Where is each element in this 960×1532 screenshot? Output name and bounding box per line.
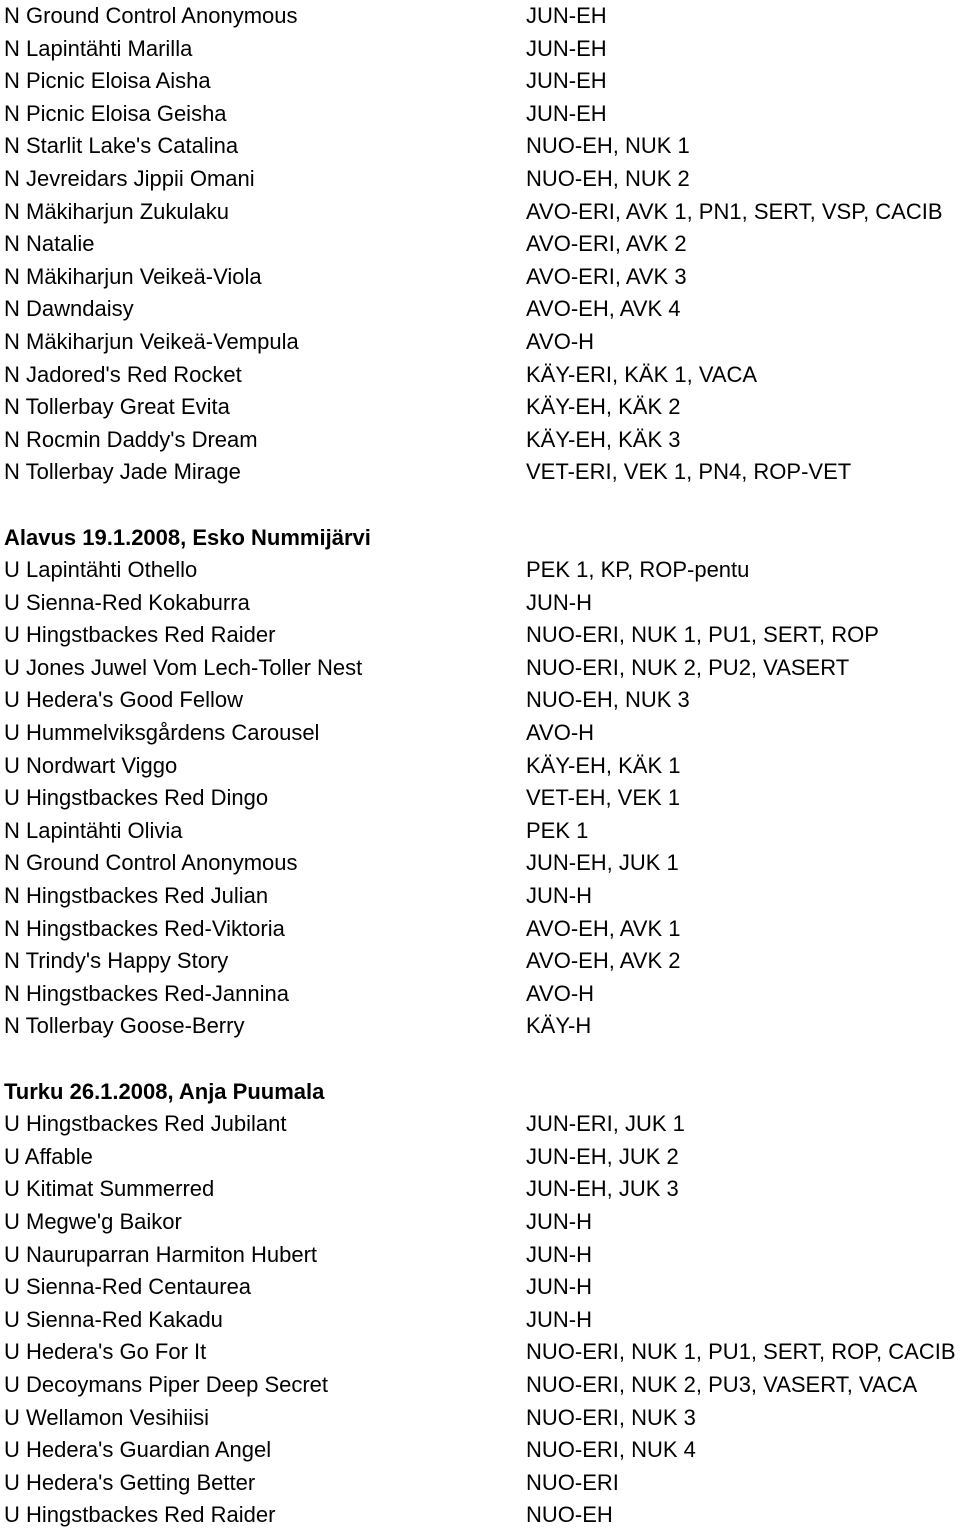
- dog-result: NUO-ERI, NUK 2, PU2, VASERT: [526, 654, 850, 680]
- dog-result: NUO-EH, NUK 2: [526, 165, 690, 191]
- dog-name: U Affable: [4, 1143, 93, 1169]
- dog-name: N Mäkiharjun Veikeä-Viola: [4, 263, 262, 289]
- dog-name: N Lapintähti Olivia: [4, 817, 183, 843]
- show-section: [0, 1043, 960, 1532]
- dog-result: JUN-H: [526, 1208, 592, 1234]
- result-row: [0, 1336, 960, 1369]
- dog-result: JUN-H: [526, 1306, 592, 1332]
- dog-name: U Nordwart Viggo: [4, 752, 178, 778]
- dog-name: N Mäkiharjun Veikeä-Vempula: [4, 328, 299, 354]
- result-row: [0, 1467, 960, 1500]
- dog-result: JUN-H: [526, 1274, 592, 1300]
- result-row: [0, 1271, 960, 1304]
- dog-result: JUN-EH, JUK 2: [526, 1143, 679, 1169]
- dog-name: U Hummelviksgårdens Carousel: [4, 720, 320, 746]
- dog-name: N Tollerbay Great Evita: [4, 394, 230, 420]
- dog-result: NUO-ERI, NUK 2, PU3, VASERT, VACA: [526, 1371, 918, 1397]
- dog-name: U Hingstbackes Red Dingo: [4, 785, 269, 811]
- result-row: [0, 98, 960, 131]
- dog-name: N Jevreidars Jippii Omani: [4, 165, 255, 191]
- show-section: [0, 0, 960, 489]
- result-row: [0, 359, 960, 392]
- show-heading: Alavus 19.1.2008, Esko Nummijärvi: [4, 524, 371, 550]
- result-row: [0, 554, 960, 587]
- result-row: [0, 1173, 960, 1206]
- dog-result: JUN-H: [526, 1241, 592, 1267]
- result-row: [0, 163, 960, 196]
- result-row: [0, 750, 960, 783]
- dog-result: KÄY-EH, KÄK 1: [526, 752, 681, 778]
- dog-result: JUN-EH: [526, 35, 607, 61]
- dog-result: JUN-EH, JUK 1: [526, 850, 679, 876]
- dog-name: N Tollerbay Jade Mirage: [4, 459, 241, 485]
- dog-name: N Tollerbay Goose-Berry: [4, 1013, 245, 1039]
- result-row: [0, 456, 960, 489]
- dog-result: NUO-EH, NUK 1: [526, 133, 690, 159]
- dog-result: NUO-EH, NUK 3: [526, 687, 690, 713]
- dog-result: AVO-ERI, AVK 1, PN1, SERT, VSP, CACIB: [526, 198, 943, 224]
- result-row: [0, 1239, 960, 1272]
- dog-result: AVO-EH, AVK 1: [526, 915, 681, 941]
- dog-result: JUN-H: [526, 883, 592, 909]
- result-row: [0, 1369, 960, 1402]
- dog-name: N Ground Control Anonymous: [4, 850, 298, 876]
- result-row: [0, 684, 960, 717]
- dog-result: AVO-ERI, AVK 2: [526, 231, 687, 257]
- dog-result: KÄY-H: [526, 1013, 592, 1039]
- result-row: [0, 130, 960, 163]
- dog-name: U Wellamon Vesihiisi: [4, 1404, 210, 1430]
- dog-name: N Rocmin Daddy's Dream: [4, 426, 258, 452]
- dog-result: JUN-EH: [526, 3, 607, 28]
- dog-name: U Jones Juwel Vom Lech-Toller Nest: [4, 654, 363, 680]
- dog-name: U Hingstbackes Red Raider: [4, 622, 276, 648]
- dog-name: U Hedera's Go For It: [4, 1339, 207, 1365]
- dog-result: VET-EH, VEK 1: [526, 785, 681, 811]
- show-heading: Turku 26.1.2008, Anja Puumala: [4, 1078, 325, 1104]
- dog-result: JUN-ERI, JUK 1: [526, 1111, 685, 1137]
- result-row: [0, 782, 960, 815]
- dog-name: U Nauruparran Harmiton Hubert: [4, 1241, 318, 1267]
- result-row: [0, 391, 960, 424]
- dog-name: N Ground Control Anonymous: [4, 3, 298, 28]
- dog-name: U Sienna-Red Centaurea: [4, 1274, 252, 1300]
- dog-name: N Lapintähti Marilla: [4, 35, 193, 61]
- result-row: [0, 652, 960, 685]
- dog-name: N Picnic Eloisa Aisha: [4, 68, 211, 94]
- result-row: [0, 1304, 960, 1337]
- dog-result: NUO-ERI, NUK 1, PU1, SERT, ROP, CACIB: [526, 1339, 956, 1365]
- result-row: [0, 1108, 960, 1141]
- dog-name: N Trindy's Happy Story: [4, 948, 229, 974]
- result-row: [0, 1434, 960, 1467]
- dog-name: U Hingstbackes Red Raider: [4, 1502, 276, 1528]
- result-row: [0, 847, 960, 880]
- dog-result: JUN-EH, JUK 3: [526, 1176, 679, 1202]
- result-row: [0, 1499, 960, 1532]
- dog-name: N Hingstbackes Red-Viktoria: [4, 915, 285, 941]
- dog-name: N Starlit Lake's Catalina: [4, 133, 239, 159]
- result-row: [0, 228, 960, 261]
- dog-name: N Jadored's Red Rocket: [4, 361, 242, 387]
- dog-name: U Hedera's Getting Better: [4, 1469, 256, 1495]
- dog-result: JUN-H: [526, 589, 592, 615]
- dog-result: KÄY-EH, KÄK 2: [526, 394, 681, 420]
- dog-name: N Hingstbackes Red-Jannina: [4, 980, 289, 1006]
- dog-result: NUO-ERI: [526, 1469, 619, 1495]
- dog-result: VET-ERI, VEK 1, PN4, ROP-VET: [526, 459, 852, 485]
- dog-result: AVO-H: [526, 720, 595, 746]
- result-row: [0, 945, 960, 978]
- result-row: [0, 0, 960, 33]
- result-row: [0, 717, 960, 750]
- dog-name: U Hedera's Good Fellow: [4, 687, 243, 713]
- dog-result: AVO-ERI, AVK 3: [526, 263, 687, 289]
- result-row: [0, 587, 960, 620]
- dog-result: PEK 1: [526, 817, 589, 843]
- dog-name: U Sienna-Red Kakadu: [4, 1306, 223, 1332]
- result-row: [0, 65, 960, 98]
- result-row: [0, 196, 960, 229]
- dog-result: AVO-EH, AVK 4: [526, 296, 681, 322]
- result-row: [0, 1010, 960, 1043]
- dog-name: U Lapintähti Othello: [4, 557, 198, 583]
- show-section: [0, 489, 960, 1043]
- dog-name: U Decoymans Piper Deep Secret: [4, 1371, 329, 1397]
- dog-result: NUO-EH: [526, 1502, 613, 1528]
- result-row: [0, 815, 960, 848]
- dog-name: U Hingstbackes Red Jubilant: [4, 1111, 287, 1137]
- result-row: [0, 1141, 960, 1174]
- dog-name: N Dawndaisy: [4, 296, 134, 322]
- result-row: [0, 913, 960, 946]
- result-row: [0, 880, 960, 913]
- dog-name: N Hingstbackes Red Julian: [4, 883, 269, 909]
- dog-result: NUO-ERI, NUK 3: [526, 1404, 696, 1430]
- dog-result: AVO-H: [526, 980, 595, 1006]
- result-row: [0, 619, 960, 652]
- result-row: [0, 1402, 960, 1435]
- dog-name: U Kitimat Summerred: [4, 1176, 215, 1202]
- dog-result: AVO-H: [526, 328, 595, 354]
- dog-name: U Megwe'g Baikor: [4, 1208, 182, 1234]
- dog-result: PEK 1, KP, ROP-pentu: [526, 557, 750, 583]
- dog-name: U Sienna-Red Kokaburra: [4, 589, 250, 615]
- result-row: [0, 424, 960, 457]
- dog-result: JUN-EH: [526, 100, 607, 126]
- dog-name: N Picnic Eloisa Geisha: [4, 100, 227, 126]
- section-spacer: [0, 1043, 960, 1076]
- result-row: [0, 261, 960, 294]
- dog-result: NUO-ERI, NUK 1, PU1, SERT, ROP: [526, 622, 879, 648]
- dog-result: KÄY-EH, KÄK 3: [526, 426, 681, 452]
- result-row: [0, 978, 960, 1011]
- dog-result: JUN-EH: [526, 68, 607, 94]
- dog-result: AVO-EH, AVK 2: [526, 948, 681, 974]
- result-row: [0, 1206, 960, 1239]
- dog-result: NUO-ERI, NUK 4: [526, 1437, 696, 1463]
- dog-result: KÄY-ERI, KÄK 1, VACA: [526, 361, 758, 387]
- section-spacer: [0, 489, 960, 522]
- result-row: [0, 33, 960, 66]
- result-row: [0, 293, 960, 326]
- dog-name: N Natalie: [4, 231, 95, 257]
- result-row: [0, 326, 960, 359]
- dog-name: N Mäkiharjun Zukulaku: [4, 198, 229, 224]
- dog-name: U Hedera's Guardian Angel: [4, 1437, 272, 1463]
